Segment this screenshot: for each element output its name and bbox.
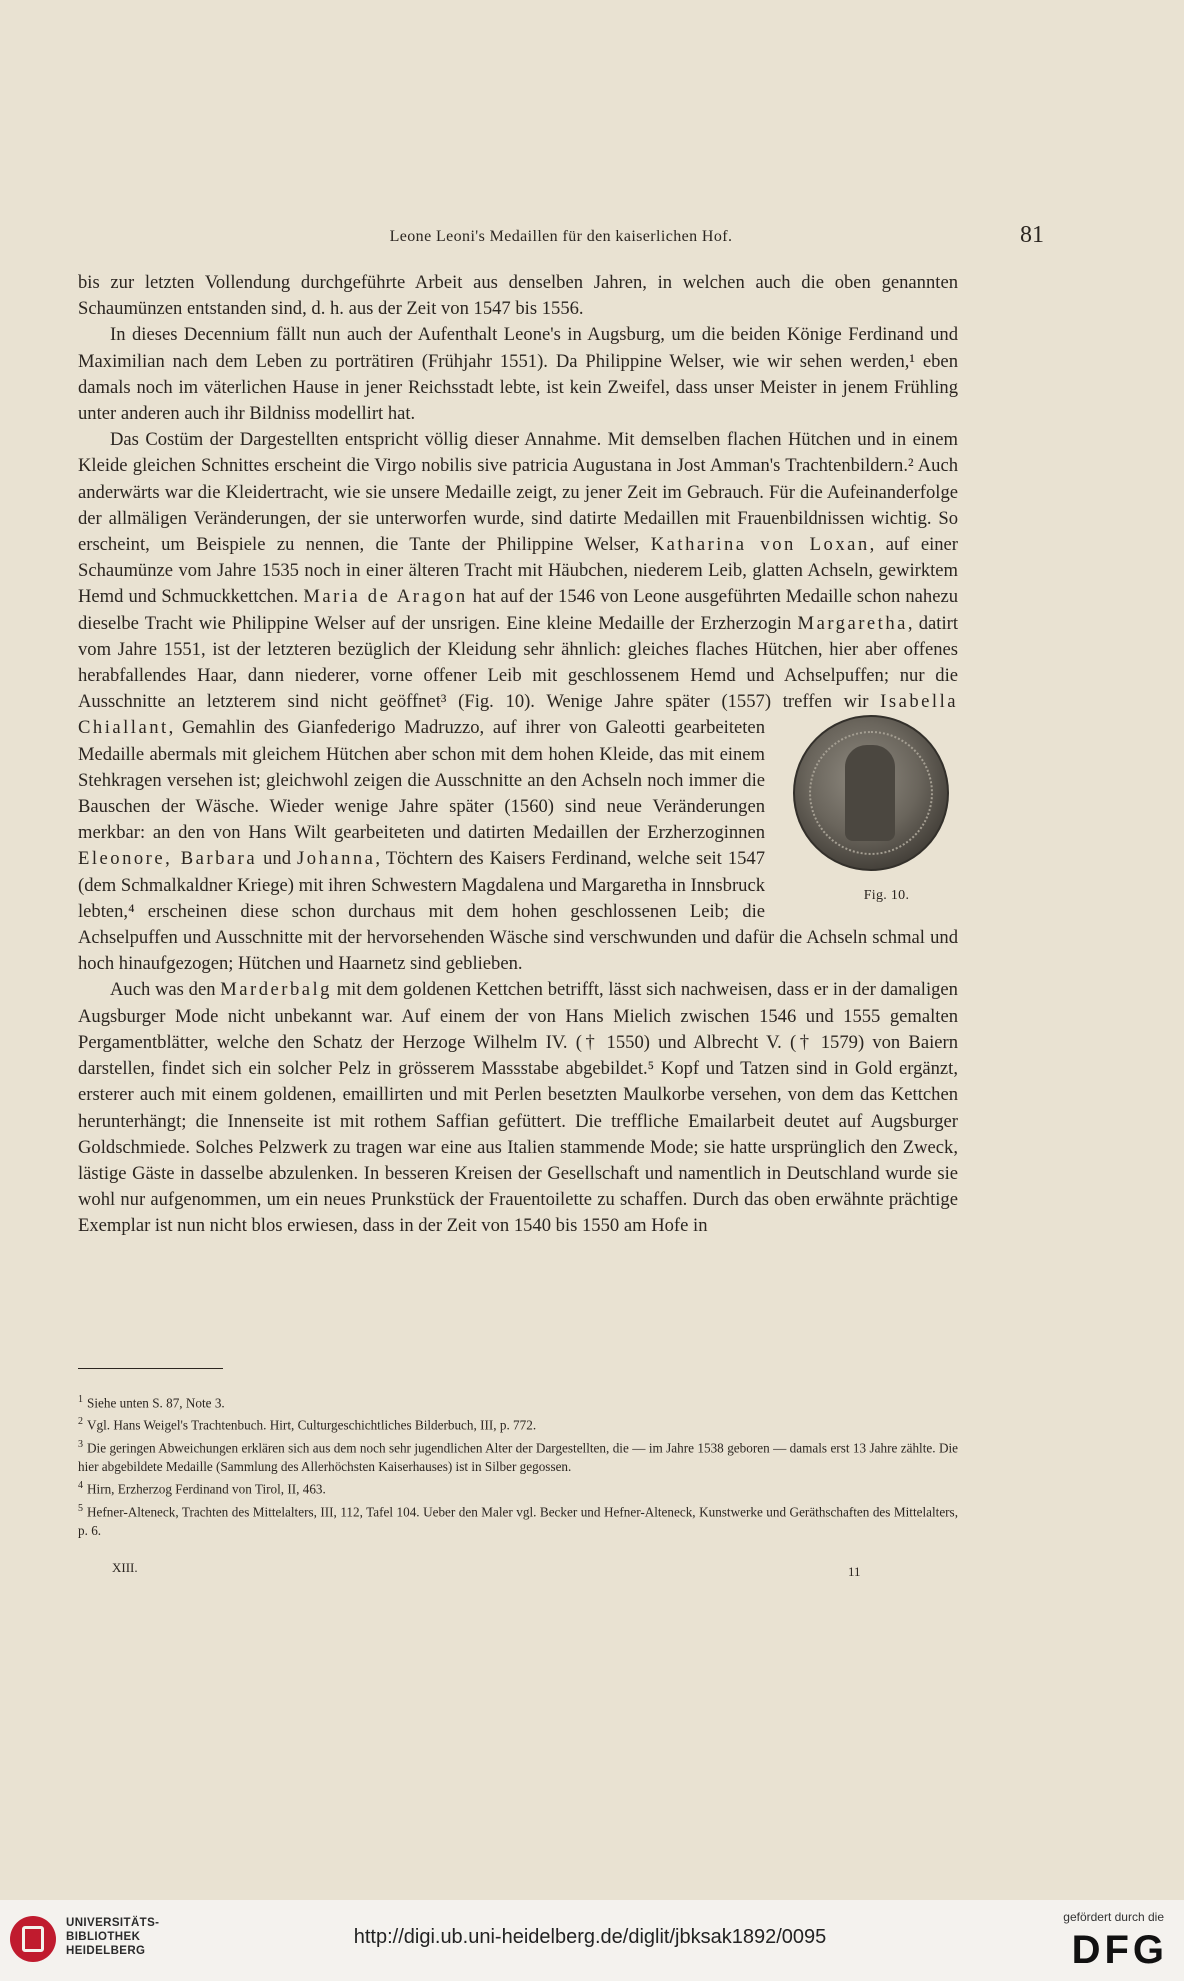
figure-10	[783, 715, 958, 909]
name-isabella: Isabella Chiallant	[78, 691, 958, 739]
name-margaretha: Margaretha	[797, 612, 908, 634]
name-johanna: Johanna	[296, 848, 376, 870]
paragraph-3: Das Costüm der Dargestellten entspricht völlig dieser Annahme. Mit demselben flachen Hütchen und in einem Kleide gleichen Schnittes erscheint die Virgo nobilis sive patricia Augustana in Jost Amman's Trachtenbildern.² Auch anderwärts war die Kleidertracht, wie sie unsere Medaille zeigt, zu jener Zeit im Gebrauch. Für die Aufeinanderfolge der allmäligen Veränderungen, der sie unterworfen wurde, sind datirte Medaillen mit Frauenbildnissen wichtig. So erscheint, um Beispiele zu nennen, die Tante der Philippine Welser, Katharina von Loxan, auf einer Schaumünze vom Jahre 1535 noch in einer älteren Tracht mit Häubchen, niederem Leib, glatten Achseln, gewirktem Hemd und Schmuckkettchen. Maria de Aragon hat auf der 1546 von Leone ausgeführten Medaille schon nahezu dieselbe Tracht wie Philippine Welser auf der unsrigen. Eine kleine Medaille der Erzherzogin Margaretha, datirt vom Jahre 1551, ist der letzteren bezüglich der Kleidung sehr ähnlich: gleiches flaches Hütchen, hier aber offenes herabfallendes Haar, dann niederer, vorne offener Leib mit geschlossenem Hemd und Achselpuffen; nur die Ausschnitte an letzterem sind nicht geöffnet³ (Fig. 10). Wenige Jahre später (1557) treffen wir Fig. 10. Isabella Chiallant, Gemahlin des Gianfederigo Madruzzo, auf ihrer von Galeotti gearbeiteten Medaille abermals mit gleichem Hütchen aber schon mit dem hohen Kleide, das mit einem Stehkragen versehen ist; gleichwohl zeigen die Ausschnitte an den Achseln noch immer die Bauschen der Wäsche. Wieder wenige Jahre später (1560) sind neue Veränderungen merkbar: an den von Hans Wilt gearbeiteten und datirten Medaillen der Erzherzoginnen Eleonore, Barbara und Johanna, Töchtern des Kaisers Ferdinand, welche seit 1547 (dem Schmalkaldner Kriege) mit ihren Schwestern Magdalena und Margaretha in Innsbruck lebten,⁴ erscheinen diese schon durchaus mit dem hohen geschlossenen Leib; die Achselpuffen und Ausschnitte mit der hervorsehenden Wäsche sind verschwunden und dafür die Achseln schmal und hoch hinaufgezogen; Hütchen und Haarnetz sind geblieben.	[78, 429, 959, 975]
sheet-number: 11	[848, 1564, 861, 1579]
footnote-4: $^4$ Hirn, Erzherzog Ferdinand von Tirol, II, 463.	[78, 1480, 326, 1497]
body-text	[78, 270, 958, 1240]
signature-mark: XIII.	[112, 1560, 138, 1575]
viewer-footer	[0, 1900, 1184, 1981]
funded-by-label: gefördert durch die	[1063, 1910, 1164, 1924]
footnote-rule	[78, 1368, 223, 1369]
footnotes	[78, 1390, 958, 1540]
name-eleonore: Eleonore, Barbara	[78, 848, 258, 870]
dfg-logo[interactable]: DFG	[1071, 1928, 1168, 1972]
footnote-1: $^1$ Siehe unten S. 87, Note 3.	[78, 1394, 225, 1411]
permalink-url[interactable]: http://digi.ub.uni-heidelberg.de/diglit/jbksak1892/0095	[353, 1926, 827, 1948]
footnote-3: $^3$ Die geringen Abweichungen erklären sich aus dem noch sehr jugendlichen Alter der Dargestellten, die — im Jahre 1538 geboren — damals erst 13 Jahre zählte. Die hier abgebildete Medaille (Sammlung des Allerhöchsten Kaiserhauses) ist in Silber gegossen.	[78, 1438, 958, 1475]
medal-image	[793, 715, 949, 871]
page-number: 81	[1020, 222, 1044, 248]
paragraph-2: In dieses Decennium fällt nun auch der Aufenthalt Leone's in Augsburg, um die beiden Könige Ferdinand und Maximilian nach dem Leben zu porträtiren (Frühjahr 1551). Da Philippine Welser, wie wir sehen werden,¹ eben damals noch im väterlichen Hause in jener Reichsstadt lebte, ist kein Zweifel, dass unser Meister in jenem Frühling unter anderen auch ihr Bildniss modellirt hat.	[78, 324, 958, 425]
running-title: Leone Leoni's Medaillen für den kaiserlichen Hof.	[389, 228, 733, 245]
name-maria: Maria de Aragon	[303, 586, 468, 608]
name-katharina: Katharina von Loxan	[650, 534, 870, 556]
footnote-2: $^2$ Vgl. Hans Weigel's Trachtenbuch. Hirt, Culturgeschichtliches Bilderbuch, III, p. 772.	[78, 1416, 537, 1433]
name-marderbalg: Marderbalg	[220, 979, 332, 1001]
paragraph-1: bis zur letzten Vollendung durchgeführte Arbeit aus denselben Jahren, in welchen auch die oben genannten Schaumünzen entstanden sind, d. h. aus der Zeit von 1547 bis 1556.	[78, 272, 958, 320]
library-logo-icon[interactable]	[10, 1916, 56, 1962]
figure-caption: Fig. 10.	[863, 888, 910, 904]
library-name[interactable]: UNIVERSITÄTS- BIBLIOTHEK HEIDELBERG	[66, 1917, 160, 1957]
paragraph-4: Auch was den Marderbalg mit dem goldenen Kettchen betrifft, lässt sich nachweisen, dass er in der damaligen Augsburger Mode nicht unbekannt war. Auf einem der von Hans Mielich zwischen 1546 und 1555 gemalten Pergamentblätter, welche den Schatz der Herzoge Wilhelm IV. († 1550) und Albrecht V. († 1579) von Baiern darstellen, findet sich ein solcher Pelz in grösserem Massstabe abgebildet.⁵ Kopf und Tatzen sind in Gold ergänzt, ersterer auch mit einem goldenen, emaillirten und mit Perlen besetzten Maulkorbe versehen, von dem das Kettchen herunterhängt; die Innenseite ist mit rothem Saffian gefüttert. Die treffliche Emailarbeit deutet auf Augsburger Goldschmiede. Solches Pelzwerk zu tragen war eine aus Italien stammende Mode; sie hatte ursprünglich den Zweck, lästige Gäste in dasselbe abzulenken. In besseren Kreisen der Gesellschaft und namentlich in Deutschland wurde sie wohl nur aufgenommen, um ein neues Prunkstück der Frauentoilette zu schaffen. Durch das oben erwähnte prächtige Exemplar ist nun nicht blos erwiesen, dass in der Zeit von 1540 bis 1550 am Hofe in	[78, 979, 958, 1237]
footnote-5: $^5$ Hefner-Alteneck, Trachten des Mittelalters, III, 112, Tafel 104. Ueber den Maler vgl. Becker und Hefner-Alteneck, Kunstwerke und Geräthschaften des Mittelalters, p. 6.	[78, 1502, 958, 1538]
